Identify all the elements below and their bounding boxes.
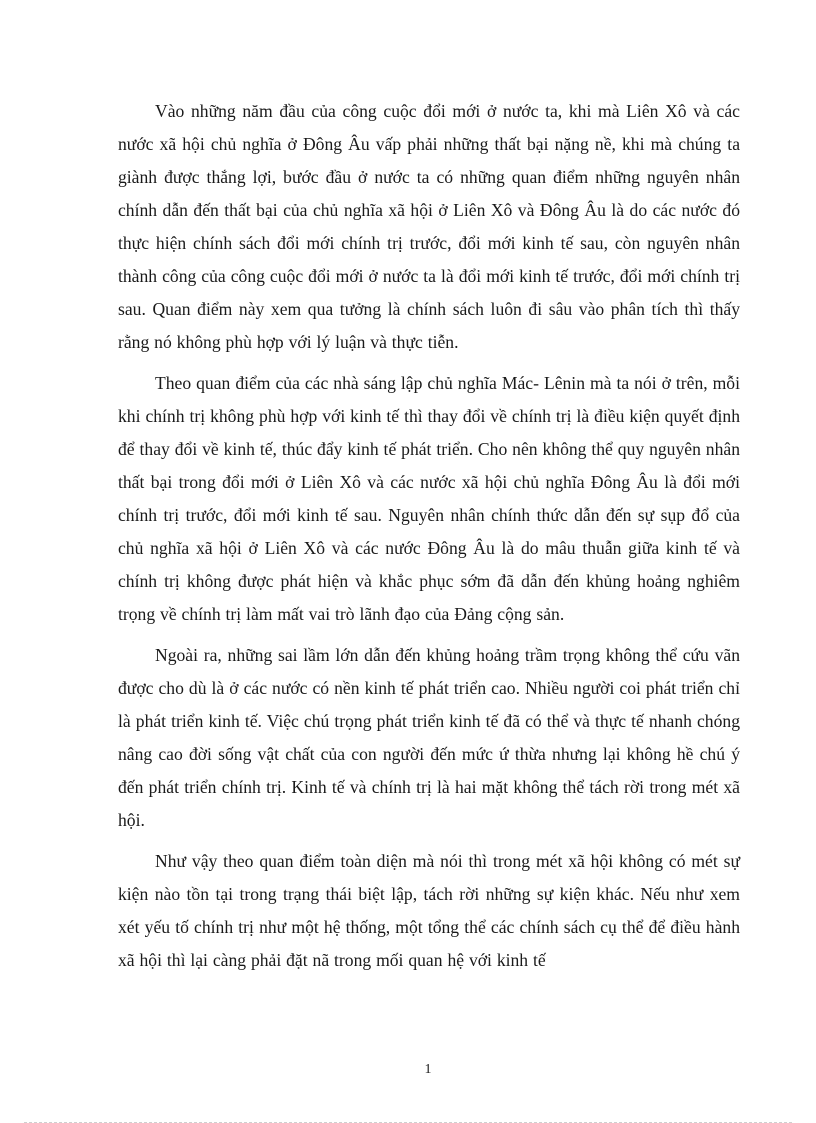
page-number: 1 (424, 1062, 432, 1077)
paragraph-3: Ngoài ra, những sai lầm lớn dẫn đến khủng hoảng trầm trọng không thể cứu vãn được cho dù là ở các nước có nền kinh tế phát triển cao. Nhiều người coi phát triển chỉ là phát triển kinh tế. Việc chú trọng phát triển kinh tế đã có thể và thực tế nhanh chóng nâng cao đời sống vật chất của con người đến mức ứ thừa nhưng lại không hề chú ý đến phát triển chính trị. Kinh tế và chính trị là hai mặt không thể tách rời trong mét xã hội. (118, 645, 740, 830)
paragraph-4: Như vậy theo quan điểm toàn diện mà nói thì trong mét xã hội không có mét sự kiện nào tồn tại trong trạng thái biệt lập, tách rời những sự kiện khác. Nếu như xem xét yếu tố chính trị như một hệ thống, một tổng thể các chính sách cụ thể để điều hành xã hội thì lại càng phải đặt nã trong mối quan hệ với kinh tế (118, 851, 740, 970)
paragraph-1: Vào những năm đầu của công cuộc đổi mới ở nước ta, khi mà Liên Xô và các nước xã hội chủ nghĩa ở Đông Âu vấp phải những thất bại nặng nề, khi mà chúng ta giành được thắng lợi, bước đầu ở nước ta có những quan điểm những nguyên nhân chính dẫn đến thất bại của chủ nghĩa xã hội ở Liên Xô và Đông Âu là do các nước đó thực hiện chính sách đổi mới chính trị trước, đổi mới kinh tế sau, còn nguyên nhân thành công của công cuộc đổi mới ở nước ta là đổi mới kinh tế trước, đổi mới chính trị sau. Quan điểm này xem qua tưởng là chính sách luôn đi sâu vào phân tích thì thấy rằng nó không phù hợp với lý luận và thực tiễn. (118, 101, 740, 352)
document-body (118, 95, 740, 977)
paragraph-2: Theo quan điểm của các nhà sáng lập chủ nghĩa Mác- Lênin mà ta nói ở trên, mỗi khi chính trị không phù hợp với kinh tế thì thay đổi về chính trị là điều kiện quyết định để thay đổi về kinh tế, thúc đẩy kinh tế phát triển. Cho nên không thể quy nguyên nhân thất bại trong đổi mới ở Liên Xô và các nước xã hội chủ nghĩa Đông Âu là đổi mới chính trị trước, đổi mới kinh tế sau. Nguyên nhân chính thức dẫn đến sự sụp đổ của chủ nghĩa xã hội ở Liên Xô và các nước Đông Âu là do mâu thuẫn giữa kinh tế và chính trị không được phát hiện và khắc phục sớm đã dẫn đến khủng hoảng nghiêm trọng về chính trị làm mất vai trò lãnh đạo của Đảng cộng sản. (118, 373, 740, 624)
